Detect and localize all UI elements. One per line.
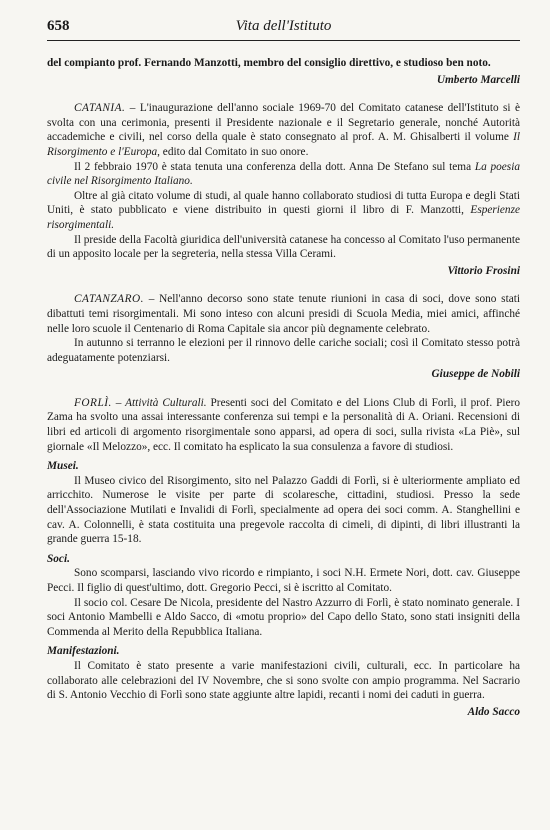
musei-paragraph: Il Museo civico del Risorgimento, sito nel Palazzo Gaddi di Forlì, si è ulteriormente ampliato ed arricchito. Numerose le visite per parte di scolaresche, cittadini, studiosi. Presso la sede dell'Associazione Mutilati e Invalidi di Forlì, specialmente ad opera dei soci comm. A. Stanghellini e cav. A. Colonnelli, è stata costituita una pregevole raccolta di cimeli, di dipinti, di libri illustranti la grande guerra 15-18. — [47, 474, 520, 546]
page-body — [47, 56, 520, 719]
lecture-title: La poesia civile nel Risorgimento Italiano. — [47, 160, 520, 188]
section-title-soci: Soci. — [47, 552, 70, 565]
intro-paragraph: del compianto prof. Fernando Manzotti, membro del consiglio direttivo, e studioso ben noto. — [47, 57, 491, 69]
signature-sacco: Aldo Sacco — [467, 705, 520, 718]
section-title-manifestazioni: Manifestazioni. — [47, 645, 120, 658]
signature-frosini: Vittorio Frosini — [447, 264, 520, 277]
signature-de-nobili: Giuseppe de Nobili — [431, 368, 520, 381]
catanzaro-city: CATANZARO. — [74, 293, 144, 306]
book-title-esperienze: Esperienze risorgimentali. — [47, 204, 520, 231]
page-number: 658 — [47, 18, 70, 34]
catania-city: CATANIA. — [74, 102, 126, 115]
catanzaro-paragraph-1: CATANZARO. – Nell'anno decorso sono state tenute riunioni in casa di soci, dove sono stati dibattuti temi risorgimentali. Mi sono inteso con alcuni presidi di Scuola Media, miei amici, affinché nelle loro scuole il Centenario di Roma Capitale sia ancor più degnamente celebrato. — [47, 293, 520, 335]
soci-paragraph-1: Sono scomparsi, lasciando vivo ricordo e rimpianto, i soci N.H. Ermete Nori, dott. cav. Giuseppe Pecci. Il figlio di quest'ultimo, dott. Gregorio Pecci, si è iscritto al Comitato. — [47, 567, 520, 594]
section-title-musei: Musei. — [47, 460, 79, 473]
page-header — [47, 18, 520, 41]
running-title: Vita dell'Istituto — [235, 18, 332, 34]
catania-paragraph-2: Il 2 febbraio 1970 è stata tenuta una conferenza della dott. Anna De Stefano sul tema La poesia civile nel Risorgimento Italiano. — [47, 160, 520, 188]
forli-subtitle: – Attività Culturali. — [111, 396, 207, 409]
manifestazioni-paragraph: Il Comitato è stato presente a varie manifestazioni civili, culturali, ecc. In particolare ha collaborato alle celebrazioni del IV Novembre, che si sono svolte con ampio programma. Nel Sacrario di S. Antonio Vecchio di Forlì sono state aggiunte altre lapidi, recanti i nomi dei caduti in guerra. — [47, 659, 520, 702]
catanzaro-paragraph-2: In autunno si terranno le elezioni per il rinnovo delle cariche sociali; così il Comitato stesso potrà adeguatamente potenziarsi. — [47, 337, 520, 364]
forli-city: FORLÌ. — [74, 396, 112, 409]
catania-paragraph-4: Il preside della Facoltà giuridica dell'università catanese ha concesso al Comitato l'uso permanente di un apposito locale per la segreteria, nella stessa Villa Cerami. — [47, 233, 520, 261]
forli-paragraph-1: FORLÌ. – Attività Culturali. Presenti soci del Comitato e del Lions Club di Forlì, il prof. Piero Zama ha svolto una assai interessante conferenza sui tempi e la personalità di A. Oriani. Recensioni di libri ed articoli di argomento risorgimentale sono apparsi, ad opera di soci, sulla rivista «La Piè», sul giornale «Il Melozzo», ecc. Il comitato ha esplicato la sua consulenza a favore di studiosi. — [47, 396, 520, 453]
catania-paragraph-1: CATANIA. – L'inaugurazione dell'anno sociale 1969-70 del Comitato catanese dell'Istituto si è svolta con una cerimonia, presenti il Presidente nazionale e il Segretario generale, nonché Autorità accademiche e civili, nel corso della quale è stato consegnato al prof. A. M. Ghisalberti il volume Il Risorgimento e l'Europa, edito dal Comitato in suo onore. — [47, 102, 520, 158]
catania-paragraph-3: Oltre al già citato volume di studi, al quale hanno collaborato studiosi di tutta Europa e degli Stati Uniti, è stato pubblicato e viene distribuito in questi giorni il libro di F. Manzotti, Esperienze risorgimentali. — [47, 189, 520, 231]
signature-marcelli: Umberto Marcelli — [436, 73, 520, 86]
book-title-risorgimento-europa: Il Risorgimento e l'Europa — [47, 131, 520, 158]
soci-paragraph-2: Il socio col. Cesare De Nicola, presidente del Nastro Azzurro di Forlì, è stato nominato generale. I soci Antonio Mambelli e Aldo Sacco, di «motu proprio» del Capo dello Stato, sono stati insigniti della Commenda al Merito della Repubblica Italiana. — [47, 596, 520, 638]
